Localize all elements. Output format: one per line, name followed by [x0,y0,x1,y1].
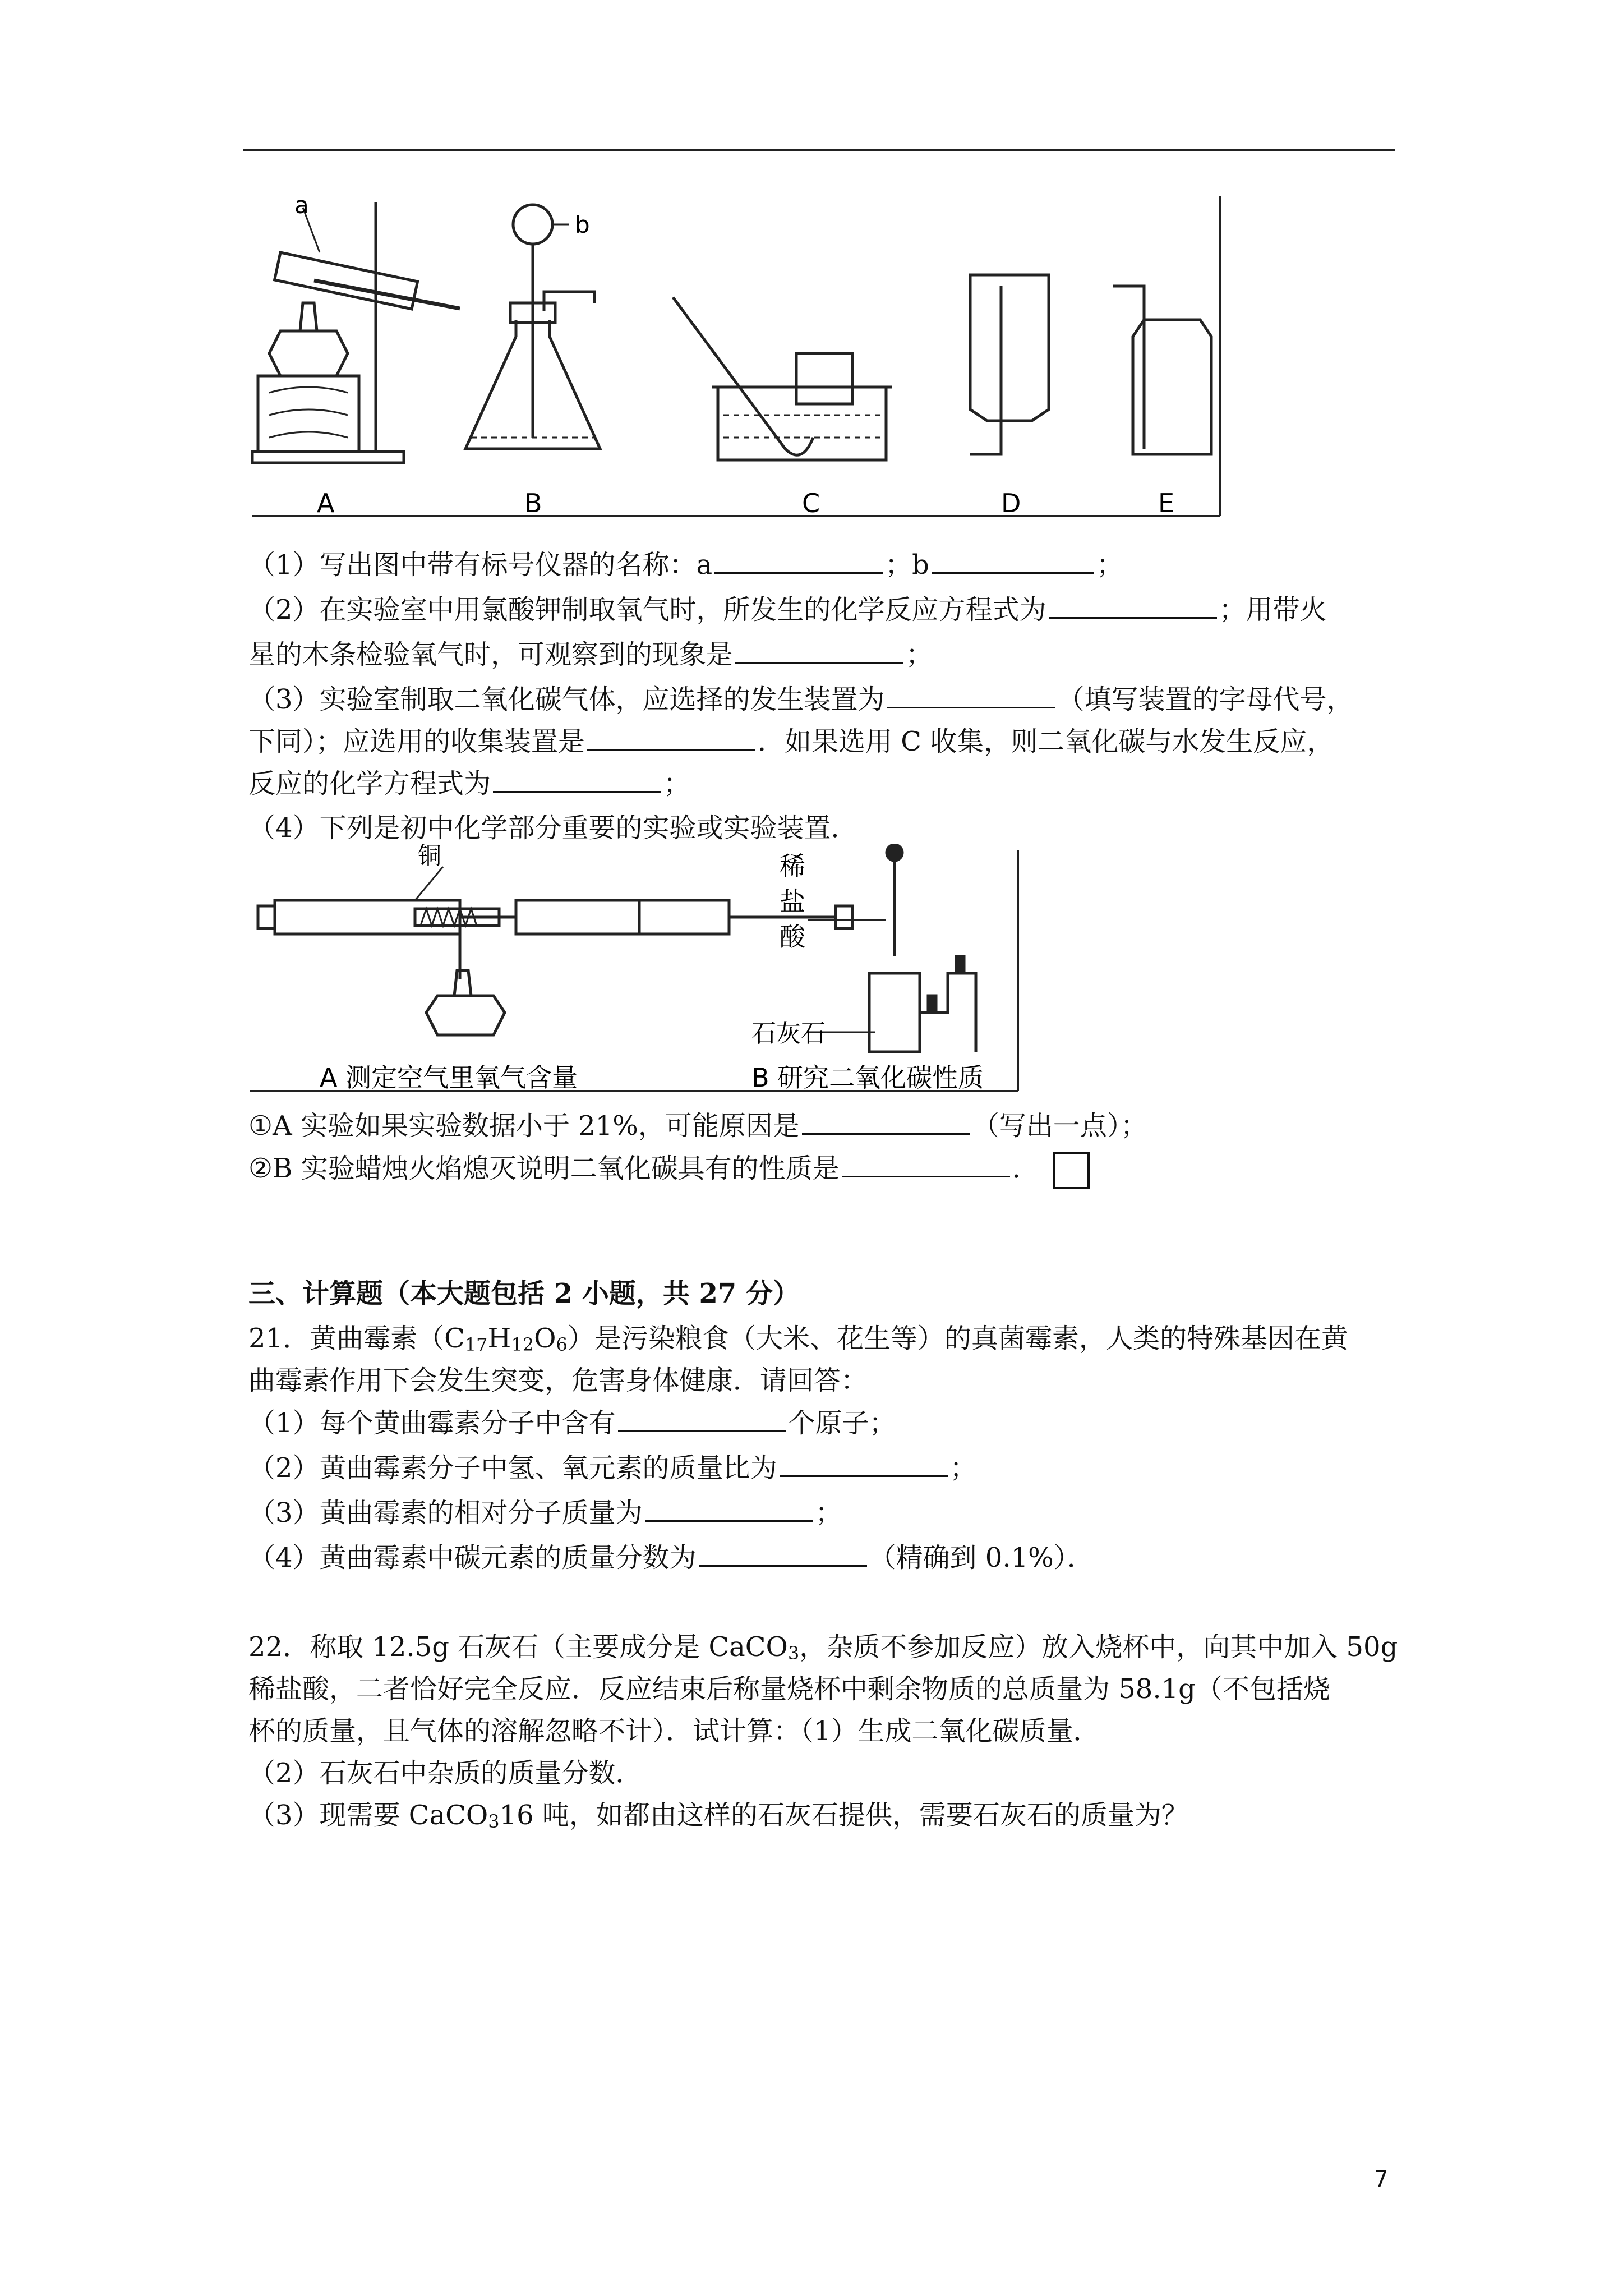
q21-line2: 曲霉素作用下会发生突变，危害身体健康．请回答： [248,1365,868,1396]
alcohol-lamp-2 [426,996,505,1035]
q22-line1: 22．称取 12.5g 石灰石（主要成分是 CaCO3，杂质不参加反应）放入烧杯中，向其中加入 50g [248,1631,1398,1664]
q20-part1: （1）写出图中带有标号仪器的名称：a ；b ； [248,547,1123,582]
blank-a [714,547,883,574]
q21-part2: （2）黄曲霉素分子中氢、氧元素的质量比为 ； [248,1451,977,1485]
q22-line3: 杯的质量，且气体的溶解忽略不计）．试计算：（1）生成二氧化碳质量． [248,1715,1100,1747]
q22-line2: 稀盐酸，二者恰好完全反应．反应结束后称量烧杯中剩余物质的总质量为 58.1g（不包括烧 [248,1673,1330,1705]
q21-part1: （1）每个黄曲霉素分子中含有 个原子； [248,1406,896,1440]
page-number: 7 [1374,2166,1389,2192]
q20-part4: （4）下列是初中化学部分重要的实验或实验装置． [248,812,858,844]
acid-char-3: 酸 [780,922,805,952]
header-rule [243,149,1395,151]
apparatus-figure [247,191,1223,527]
label-B: B [524,488,542,518]
q20-part3-line3: 反应的化学方程式为 ； [248,766,690,800]
limestone-label: 石灰石 [751,1019,826,1048]
q21-line1: 21．黄曲霉素（C17H12O6）是污染粮食（大米、花生等）的真菌霉素，人类的特殊基因在黄 [248,1323,1348,1355]
caption-b: B 研究二氧化碳性质 [751,1062,984,1093]
answer-box[interactable] [1053,1152,1090,1189]
q21-part3: （3）黄曲霉素的相对分子质量为 ； [248,1496,842,1530]
bottle-d [970,275,1049,421]
acid-char-1: 稀 [780,851,805,881]
q21-part4: （4）黄曲霉素中碳元素的质量分数为 （精确到 0.1%）． [248,1540,1094,1575]
label-A: A [317,488,335,518]
test-tube [275,252,418,309]
label-E: E [1158,488,1175,518]
funnel-bulb [513,205,552,244]
caption-a: A 测定空气里氧气含量 [320,1062,578,1093]
q20-part2-line1: （2）在实验室中用氯酸钾制取氧气时，所发生的化学反应方程式为 ；用带火 [248,592,1327,627]
q22-part3: （3）现需要 CaCO316 吨，如都由这样的石灰石提供，需要石灰石的质量为？ [248,1800,1188,1832]
q22-part2: （2）石灰石中杂质的质量分数． [248,1757,643,1789]
blank-b [932,547,1094,574]
q20-part4-1: ①A 实验如果实验数据小于 21%，可能原因是 （写出一点）； [248,1108,1147,1143]
water-trough [718,387,886,460]
label-a: a [294,191,309,219]
experiment-figure [247,844,1032,1099]
copper-label: 铜 [418,844,442,869]
syringe-left [275,900,460,934]
stand-base [252,452,404,463]
q20-part2-line2: 星的木条检验氧气时，可观察到的现象是 ； [248,637,933,671]
alcohol-lamp [269,331,348,376]
label-D: D [1001,488,1021,518]
delivery-tube [673,297,813,455]
label-b: b [575,211,590,238]
label-C: C [802,488,820,518]
section3-heading: 三、计算题（本大题包括 2 小题，共 27 分） [248,1278,800,1309]
q20-part3-line2: 下同）；应选用的收集装置是 ．如果选用 C 收集，则二氧化碳与水发生反应， [248,724,1334,758]
beaker [869,973,920,1052]
syringe-right [516,900,729,934]
dropper-bulb [887,845,902,861]
q20-part3-line1: （3）实验室制取二氧化碳气体，应选择的发生装置为 （填写装置的字母代号， [248,682,1354,716]
acid-char-2: 盐 [780,886,805,917]
q20-part4-2: ②B 实验蜡烛火焰熄灭说明二氧化碳具有的性质是 ． [248,1151,1090,1189]
